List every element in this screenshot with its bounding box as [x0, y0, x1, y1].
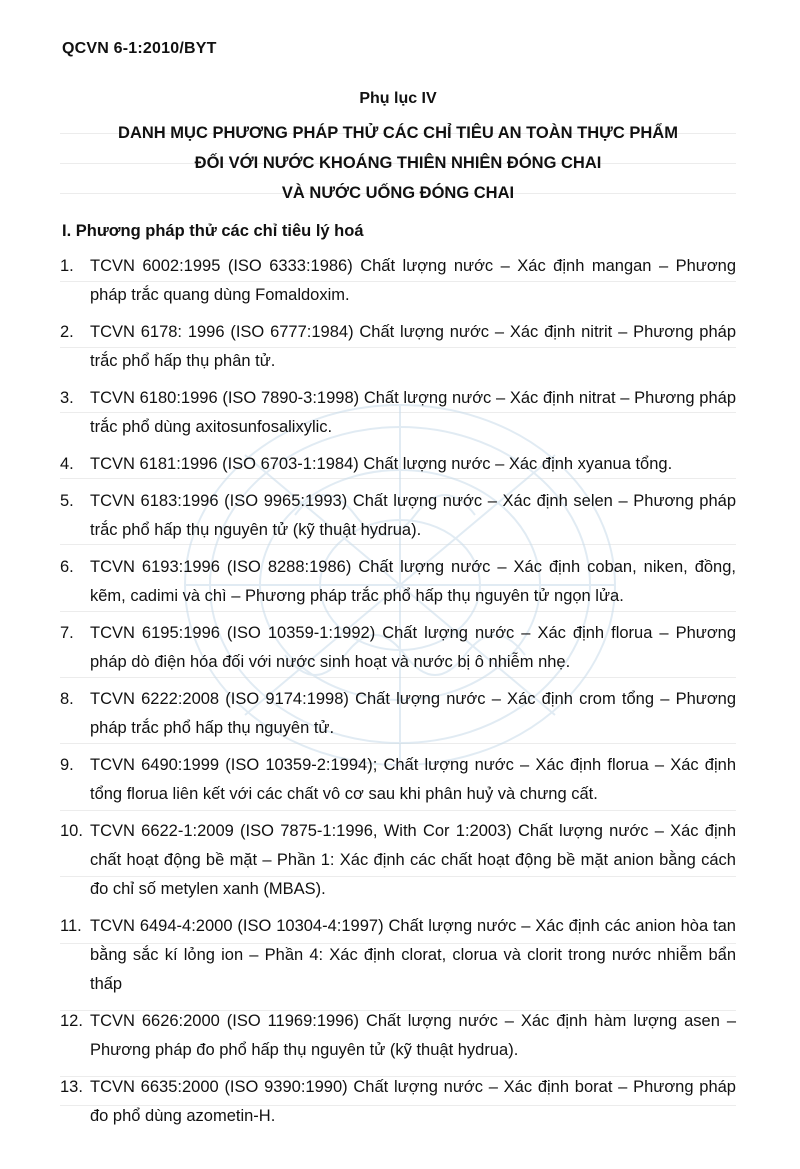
list-item	[60, 751, 736, 809]
item-number: 2.	[60, 323, 74, 341]
list-item	[60, 619, 736, 677]
list-item	[60, 1007, 736, 1065]
item-number: 12.	[60, 1012, 83, 1030]
item-text: TCVN 6494-4:2000 (ISO 10304-4:1997) Chất lượng nước – Xác định các anion hòa tan bằng sắc kí lỏng ion – Phần 4: Xác định clorat, clorua và clorit trong nước nhiễm bẩn thấp	[90, 917, 736, 993]
title-line: DANH MỤC PHƯƠNG PHÁP THỬ CÁC CHỈ TIÊU AN TOÀN THỰC PHẨM	[118, 124, 678, 142]
item-text: TCVN 6193:1996 (ISO 8288:1986) Chất lượng nước – Xác định coban, niken, đồng, kẽm, cadimi và chì – Phương pháp trắc phổ hấp thụ nguyên tử ngọn lửa.	[90, 558, 736, 605]
list-item	[60, 450, 736, 479]
item-text: TCVN 6195:1996 (ISO 10359-1:1992) Chất lượng nước – Xác định florua – Phương pháp dò điện hóa đối với nước sinh hoạt và nước bị ô nhiễm nhẹ.	[90, 624, 736, 671]
item-number: 7.	[60, 624, 74, 642]
title-block	[60, 88, 736, 208]
list-item	[60, 912, 736, 999]
list-item	[60, 1073, 736, 1131]
item-number: 9.	[60, 756, 74, 774]
item-text: TCVN 6178: 1996 (ISO 6777:1984) Chất lượng nước – Xác định nitrit – Phương pháp trắc phổ hấp thụ phân tử.	[90, 323, 736, 370]
item-text: TCVN 6635:2000 (ISO 9390:1990) Chất lượng nước – Xác định borat – Phương pháp đo phổ dùng azometin-H.	[90, 1078, 736, 1125]
item-number: 6.	[60, 558, 74, 576]
list-item	[60, 685, 736, 743]
item-text: TCVN 6626:2000 (ISO 11969:1996) Chất lượng nước – Xác định hàm lượng asen – Phương pháp đo phổ hấp thụ nguyên tử (kỹ thuật hydrua).	[90, 1012, 736, 1059]
document-code: QCVN 6-1:2010/BYT	[62, 40, 217, 57]
document-title	[60, 118, 736, 208]
list-item	[60, 318, 736, 376]
section-heading: I. Phương pháp thử các chỉ tiêu lý hoá	[62, 222, 364, 240]
list-item	[60, 487, 736, 545]
item-number: 8.	[60, 690, 74, 708]
item-text: TCVN 6222:2008 (ISO 9174:1998) Chất lượng nước – Xác định crom tổng – Phương pháp trắc phổ hấp thụ nguyên tử.	[90, 690, 736, 737]
item-text: TCVN 6622-1:2009 (ISO 7875-1:1996, With Cor 1:2003) Chất lượng nước – Xác định chất hoạt động bề mặt – Phần 1: Xác định các chất hoạt động bề mặt anion bằng cách đo chỉ số metylen xanh (MBAS).	[90, 822, 736, 898]
item-number: 1.	[60, 257, 74, 275]
list-item	[60, 817, 736, 904]
item-text: TCVN 6183:1996 (ISO 9965:1993) Chất lượng nước – Xác định selen – Phương pháp trắc phổ hấp thụ nguyên tử (kỹ thuật hydrua).	[90, 492, 736, 539]
item-number: 11.	[60, 917, 82, 935]
item-text: TCVN 6180:1996 (ISO 7890-3:1998) Chất lượng nước – Xác định nitrat – Phương pháp trắc phổ dùng axitosunfosalixylic.	[90, 389, 736, 436]
item-number: 3.	[60, 389, 74, 407]
list-item	[60, 384, 736, 442]
item-number: 13.	[60, 1078, 83, 1096]
item-text: TCVN 6181:1996 (ISO 6703-1:1984) Chất lượng nước – Xác định xyanua tổng.	[90, 455, 673, 473]
item-number: 5.	[60, 492, 74, 510]
appendix-label: Phụ lục IV	[359, 90, 437, 107]
item-number: 10.	[60, 822, 83, 840]
item-number: 4.	[60, 455, 74, 473]
item-text: TCVN 6490:1999 (ISO 10359-2:1994); Chất lượng nước – Xác định florua – Xác định tổng florua liên kết với các chất vô cơ sau khi phân huỷ và chưng cất.	[90, 756, 736, 803]
item-text: TCVN 6002:1995 (ISO 6333:1986) Chất lượng nước – Xác định mangan – Phương pháp trắc quang dùng Fomaldoxim.	[90, 257, 736, 304]
list-item	[60, 553, 736, 611]
method-list	[60, 252, 736, 1139]
title-line: ĐỐI VỚI NƯỚC KHOÁNG THIÊN NHIÊN ĐÓNG CHAI	[194, 154, 602, 172]
list-item	[60, 252, 736, 310]
title-line: VÀ NƯỚC UỐNG ĐÓNG CHAI	[281, 184, 515, 202]
